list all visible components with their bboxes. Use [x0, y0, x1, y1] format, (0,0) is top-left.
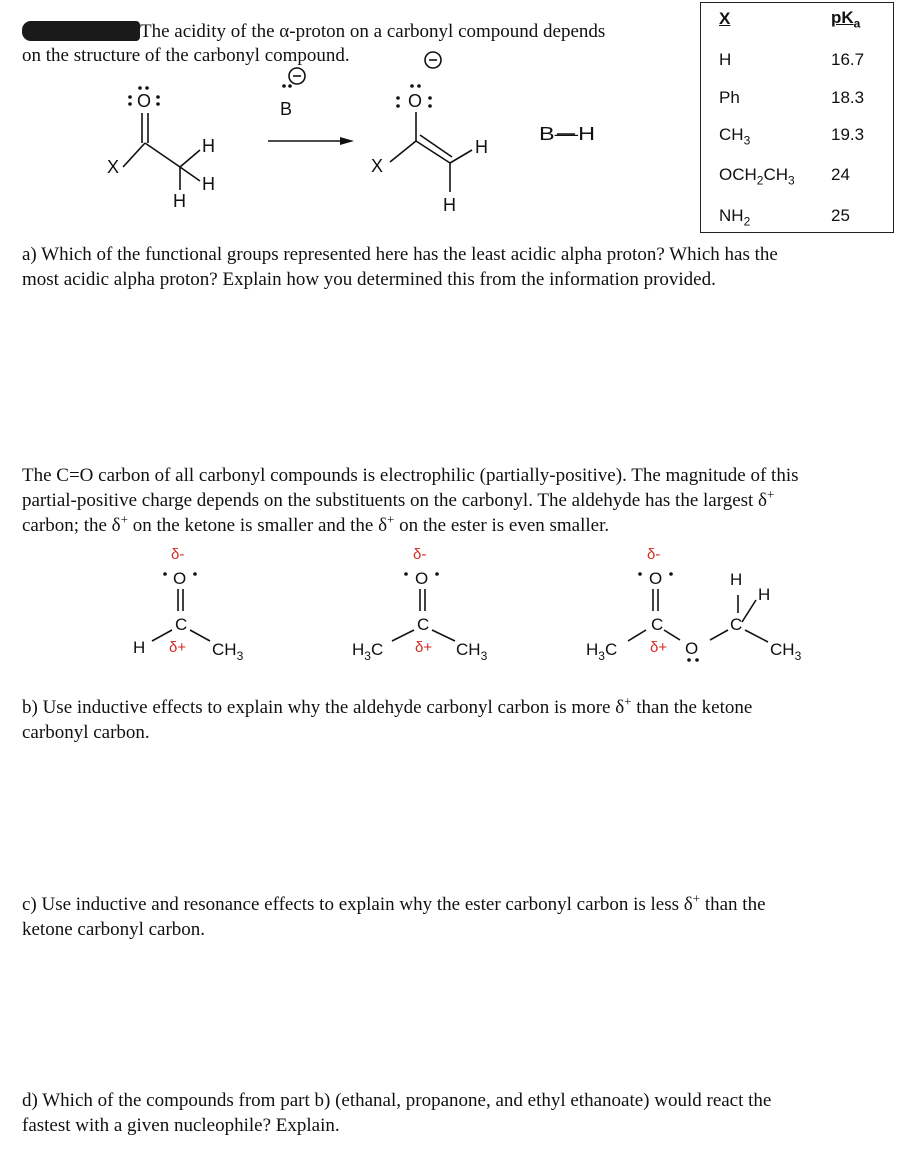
ester-delta-minus: δ-: [647, 546, 661, 563]
reaction-h-left-bottom: H: [173, 191, 186, 211]
ketone-delta-plus: δ+: [415, 639, 433, 656]
pka-row-value: 25: [831, 206, 850, 225]
pka-row-value: 16.7: [831, 50, 865, 69]
electrophile-line-1: The C=O carbon of all carbonyl compounds is electrophilic (partially-positive). The magnitude of this: [22, 465, 799, 486]
pka-row-x: H: [719, 50, 732, 69]
aldehyde-carbon: C: [175, 615, 188, 634]
ketone-methyl-right: $CH_3$: [456, 640, 488, 663]
pka-row-value: 19.3: [831, 125, 865, 144]
electrophile-line-3: carbon; the δ+ on the ketone is smaller and the δ+ on the ester is even smaller.: [22, 511, 610, 536]
question-a-line-2: most acidic alpha proton? Explain how you determined this from the information provided.: [22, 269, 716, 290]
ketone-delta-minus: δ-: [413, 546, 427, 563]
intro-line-2: on the structure of the carbonyl compound.: [22, 45, 350, 66]
reaction-h-right-bottom: H: [443, 195, 456, 215]
aldehyde-delta-plus: δ+: [169, 639, 187, 656]
ester-oxygen: O: [649, 569, 663, 588]
pka-table-header-pka: $pK_a$: [831, 8, 861, 31]
question-d-line-2: fastest with a given nucleophile? Explain.: [22, 1115, 340, 1136]
reaction-h-right: H: [475, 137, 488, 157]
reaction-h-left-right: H: [202, 174, 215, 194]
pka-row-value: 18.3: [831, 88, 865, 107]
pka-row-x: $NH_2$: [719, 206, 751, 229]
ester-ch2-carbon: C: [730, 615, 743, 634]
ketone-oxygen: O: [415, 569, 429, 588]
ketone-methyl-left: $H_3C$: [352, 640, 384, 663]
reaction-oxygen-left: O: [137, 91, 152, 111]
ester-carbon: C: [651, 615, 664, 634]
ketone-carbon: C: [417, 615, 430, 634]
question-b-line-1: b) Use inductive effects to explain why the aldehyde carbonyl carbon is more δ+ than the ketone: [22, 693, 753, 718]
pka-row-value: 24: [831, 165, 850, 184]
reaction-h-left-top: H: [202, 136, 215, 156]
reaction-x-right: X: [371, 156, 384, 176]
reaction-x-left: X: [107, 157, 120, 177]
question-c-line-1: c) Use inductive and resonance effects to explain why the ester carbonyl carbon is less δ+ than the: [22, 890, 766, 915]
ester-h-right: H: [758, 585, 771, 604]
reaction-oxygen-right: O: [408, 91, 423, 111]
ester-ether-oxygen: O: [685, 639, 699, 658]
pka-row-x: $CH_3$: [719, 125, 751, 148]
intro-line-1: The acidity of the α-proton on a carbonyl compound depends: [140, 21, 606, 42]
question-b-line-2: carbonyl carbon.: [22, 722, 150, 743]
aldehyde-methyl: $CH_3$: [212, 640, 244, 663]
pka-row-x: Ph: [719, 88, 740, 107]
ester-methyl-right: $CH_3$: [770, 640, 802, 663]
aldehyde-oxygen: O: [173, 569, 187, 588]
electrophile-line-2: partial-positive charge depends on the substituents on the carbonyl. The aldehyde has the largest δ+: [22, 486, 775, 511]
ester-methyl-left: $H_3C$: [586, 640, 618, 663]
ester-delta-plus: δ+: [650, 639, 668, 656]
question-a-line-1: a) Which of the functional groups represented here has the least acidic alpha proton? Which has the: [22, 244, 778, 265]
reaction-byproduct: B—H: [539, 124, 595, 144]
question-c-line-2: ketone carbonyl carbon.: [22, 919, 206, 940]
question-d-line-1: d) Which of the compounds from part b) (ethanal, propanone, and ethyl ethanoate) would react the: [22, 1090, 772, 1111]
pka-table-header-x: X: [719, 9, 731, 28]
aldehyde-delta-minus: δ-: [171, 546, 185, 563]
pka-row-x: $OCH_2CH_3$: [719, 165, 795, 188]
ester-h-top: H: [730, 570, 743, 589]
reaction-base-label: B: [280, 99, 293, 119]
aldehyde-hydrogen: H: [133, 638, 146, 657]
